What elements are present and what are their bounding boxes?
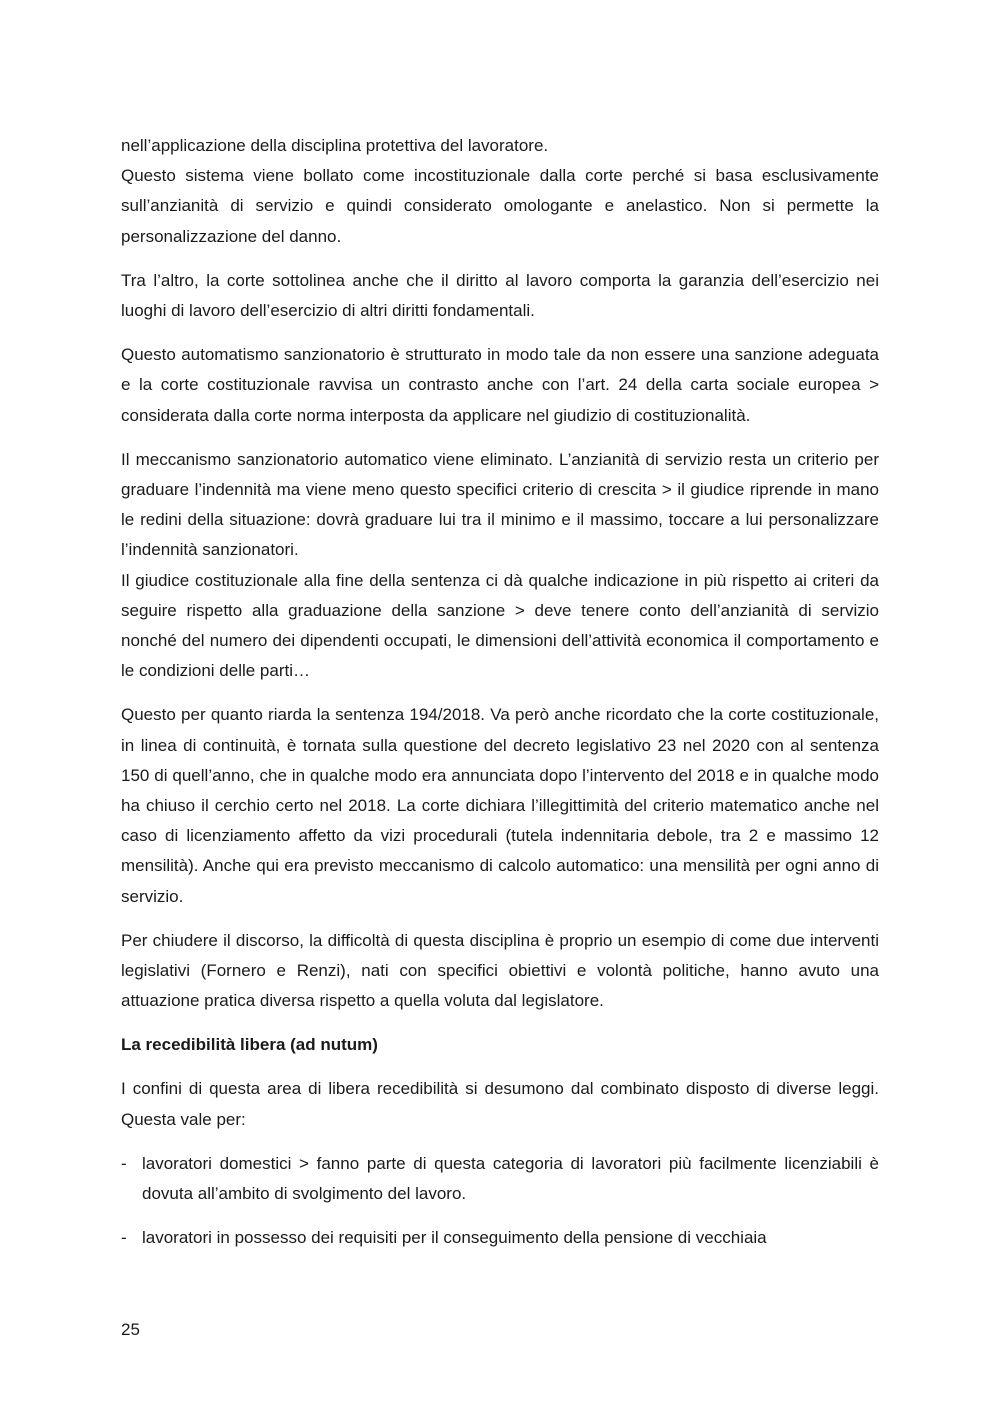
bullet-dash: - <box>121 1153 127 1173</box>
section-heading: La recedibilità libera (ad nutum) <box>121 1035 378 1055</box>
section-intro-text: I confini di questa area di libera recedibilità si desumono dal combinato disposto di diverse leggi. Questa vale per: <box>121 1079 879 1129</box>
paragraph-6 <box>121 926 879 1017</box>
paragraph-3-body: Questo automatismo sanzionatorio è strutturato in modo tale da non essere una sanzione adeguata e la corte costituzionale ravvisa un contrasto anche con l’art. 24 della carta sociale europea > considerata dalla corte norma interposta da applicare nel giudizio di costituzionalità. <box>121 345 879 425</box>
paragraph-5-body: Questo per quanto riarda la sentenza 194/2018. Va però anche ricordato che la corte costituzionale, in linea di continuità, è tornata sulla questione del decreto legislativo 23 nel 2020 con al sentenza 150 di quell’anno, che in qualche modo era annunciata dopo l’intervento del 2018 e in qualche modo ha chiuso il cerchio certo nel 2018. La corte dichiara l’illegittimità del criterio matematico anche nel caso di licenziamento affetto da vizi procedurali (tutela indennitaria debole, tra 2 e massimo 12 mensilità). Anche qui era previsto meccanismo di calcolo automatico: una mensilità per ogni anno di servizio. <box>121 705 879 906</box>
paragraph-4-body: Il meccanismo sanzionatorio automatico viene eliminato. L’anzianità di servizio resta un criterio per graduare l’indennità ma viene meno questo specifici criterio di crescita > il giudice riprende in mano le redini della situazione: dovrà graduare lui tra il minimo e il massimo, toccare a lui personalizzare l’indennità sanzionatori. <box>121 449 879 560</box>
paragraph-5 <box>121 700 879 911</box>
paragraph-6-body: Per chiudere il discorso, la difficoltà di questa disciplina è proprio un esempio di come due interventi legislativi (Fornero e Renzi), nati con specifici obiettivi e volontà politiche, hanno avuto una attuazione pratica diversa rispetto a quella voluta dal legislatore. <box>121 930 879 1011</box>
list-item-text: lavoratori domestici > fanno parte di questa categoria di lavoratori più facilmente licenziabili è dovuta all’ambito di svolgimento del lavoro. <box>142 1153 879 1204</box>
list-item-text: lavoratori in possesso dei requisiti per il conseguimento della pensione di vecchiaia <box>142 1228 767 1248</box>
list-item <box>121 1223 879 1253</box>
paragraph-3 <box>121 340 879 431</box>
bullet-dash: - <box>121 1228 127 1248</box>
section-intro <box>121 1074 879 1134</box>
paragraph-4-continuation: Il giudice costituzionale alla fine della sentenza ci dà qualche indicazione in più rispetto ai criteri da seguire rispetto alla graduazione della sanzione > deve tenere conto dell’anzianità di servizio nonché del numero dei dipendenti occupati, le dimensioni dell’attività economica il comportamento e le condizioni delle parti… <box>121 570 879 681</box>
list-item <box>121 1149 879 1209</box>
page-number: 25 <box>121 1320 140 1339</box>
paragraph-1-body: Questo sistema viene bollato come incostituzionale dalla corte perché si basa esclusivamente sull’anzianità di servizio e quindi considerato omologante e anelastico. Non si permette la personalizzazione del danno. <box>121 166 879 246</box>
paragraph-4 <box>121 445 879 687</box>
paragraph-2 <box>121 266 879 326</box>
paragraph-1-line: nell’applicazione della disciplina protettiva del lavoratore. <box>121 136 549 155</box>
paragraph-1 <box>121 131 879 252</box>
document-page <box>121 131 879 1268</box>
paragraph-2-body: Tra l’altro, la corte sottolinea anche che il diritto al lavoro comporta la garanzia dell’esercizio nei luoghi di lavoro dell’esercizio di altri diritti fondamentali. <box>121 270 879 321</box>
